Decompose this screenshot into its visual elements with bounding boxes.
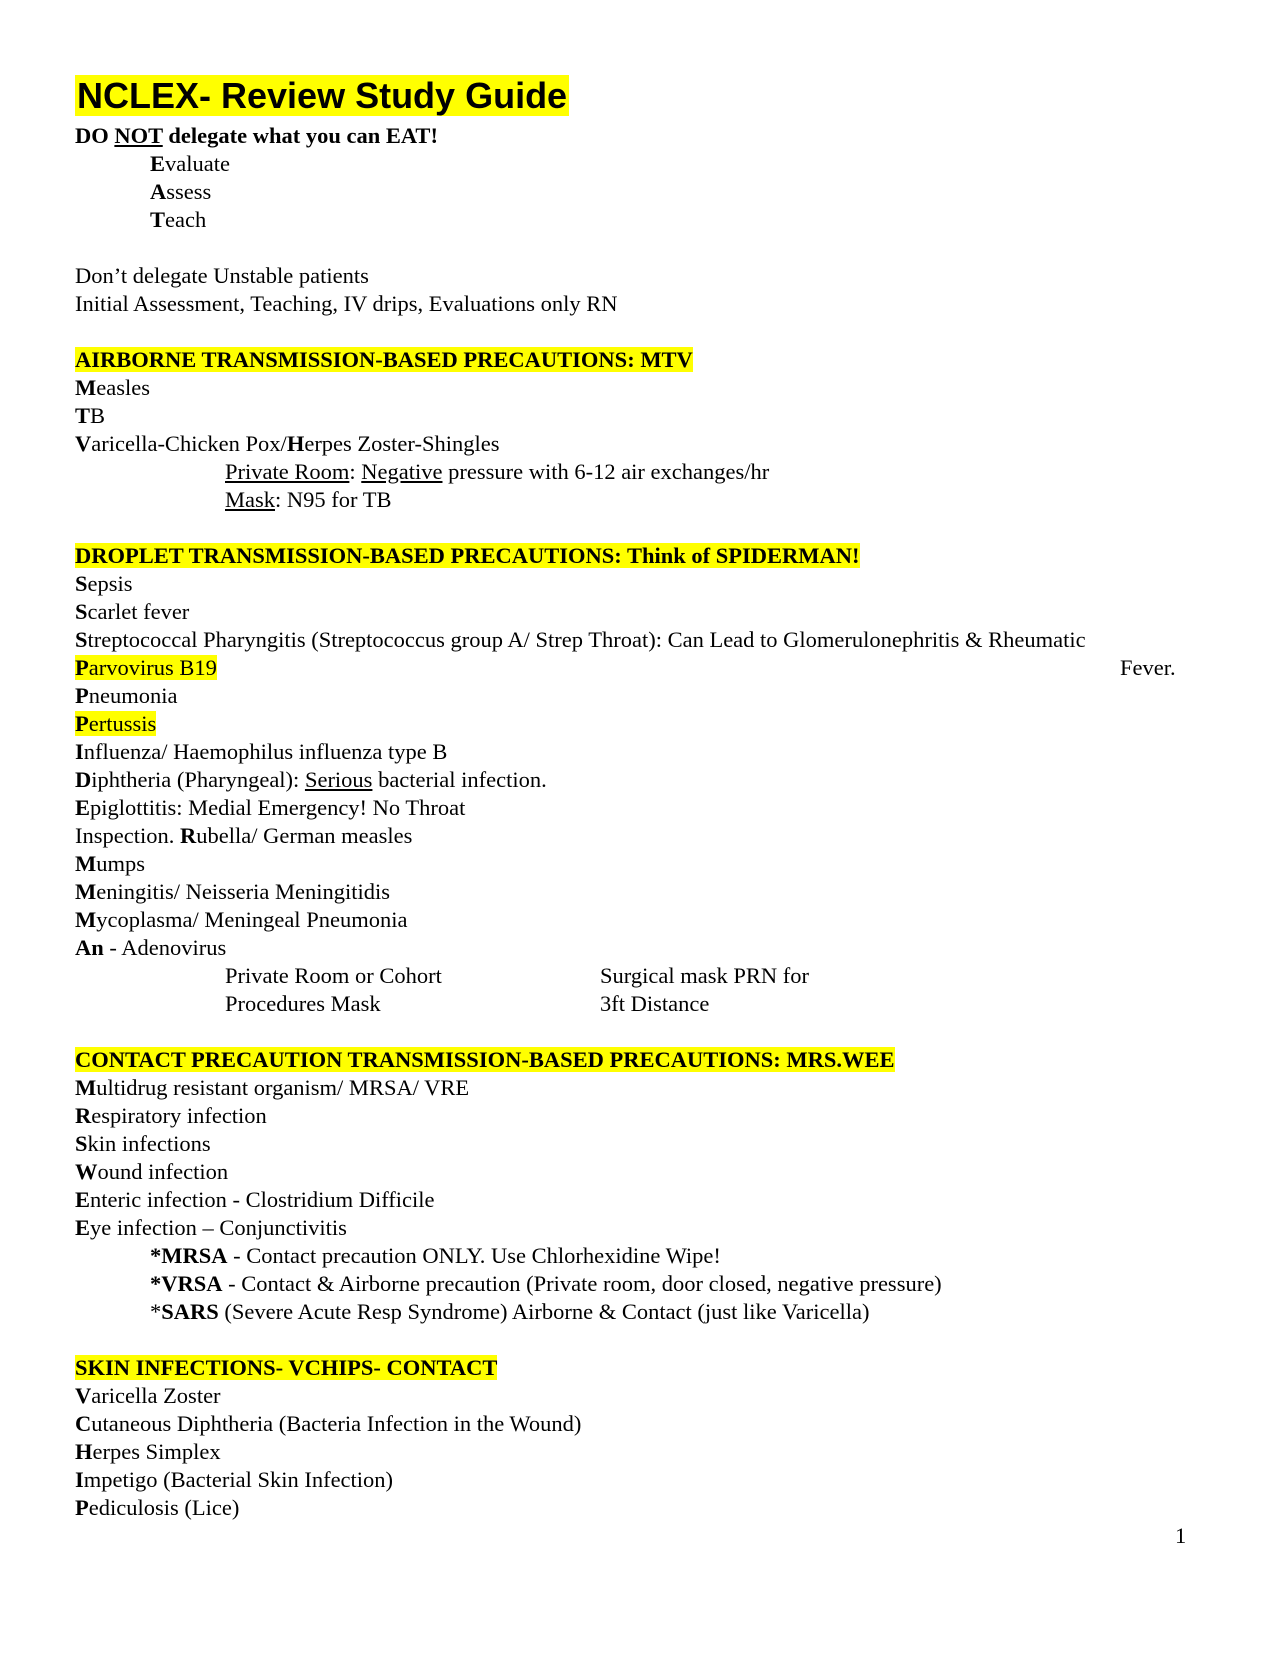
list-item: Respiratory infection: [75, 1103, 267, 1128]
list-item: An - Adenovirus: [75, 935, 227, 960]
droplet-note-col2: 3ft Distance: [600, 991, 710, 1016]
list-item: Mumps: [75, 851, 146, 876]
delegation-line: Don’t delegate Unstable patients: [75, 263, 369, 288]
list-item: Herpes Simplex: [75, 1439, 221, 1464]
list-item: Scarlet fever: [75, 599, 190, 624]
list-item: Eye infection – Conjunctivitis: [75, 1215, 347, 1240]
contact-header: CONTACT PRECAUTION TRANSMISSION-BASED PRECAUTIONS: MRS.WEE: [75, 1047, 895, 1072]
list-item: Inspection. Rubella/ German measles: [75, 823, 413, 848]
list-item: Enteric infection - Clostridium Difficile: [75, 1187, 435, 1212]
list-item: Skin infections: [75, 1131, 211, 1156]
eat-item: Assess: [150, 179, 212, 204]
title-text: NCLEX- Review Study Guide: [77, 75, 568, 116]
list-item: Influenza/ Haemophilus influenza type B: [75, 739, 448, 764]
list-item: Measles: [75, 375, 150, 400]
skin-header: SKIN INFECTIONS- VCHIPS- CONTACT: [75, 1355, 498, 1380]
list-item: Meningitis/ Neisseria Meningitidis: [75, 879, 390, 904]
list-item: Sepsis: [75, 571, 133, 596]
droplet-note-col1: Private Room or Cohort: [225, 963, 442, 988]
delegation-rule: DO NOT delegate what you can EAT!: [75, 123, 438, 148]
droplet-header: DROPLET TRANSMISSION-BASED PRECAUTIONS: Think of SPIDERMAN!: [75, 543, 860, 568]
list-item: Pneumonia: [75, 683, 178, 708]
page-title: [75, 74, 569, 118]
list-item: Impetigo (Bacterial Skin Infection): [75, 1467, 394, 1492]
droplet-note-col2: Surgical mask PRN for: [600, 963, 809, 988]
list-item: Streptococcal Pharyngitis (Streptococcus group A/ Strep Throat): Can Lead to Glomerulonephritis & Rheumatic: [75, 627, 1086, 652]
contact-note: *MRSA - Contact precaution ONLY. Use Chlorhexidine Wipe!: [150, 1243, 721, 1268]
list-item: Pediculosis (Lice): [75, 1495, 240, 1520]
contact-note: *VRSA - Contact & Airborne precaution (Private room, door closed, negative pressure): [150, 1271, 942, 1296]
list-item: Pertussis: [75, 711, 157, 736]
airborne-mask-note: Mask: N95 for TB: [225, 487, 392, 512]
eat-item: Evaluate: [150, 151, 230, 176]
page-number: 1: [1175, 1523, 1187, 1548]
airborne-room-note: Private Room: Negative pressure with 6-12 air exchanges/hr: [225, 459, 770, 484]
list-item: Varicella Zoster: [75, 1383, 221, 1408]
list-item: TB: [75, 403, 106, 428]
airborne-header: AIRBORNE TRANSMISSION-BASED PRECAUTIONS: MTV: [75, 347, 693, 372]
list-item: Parvovirus B19: [75, 655, 217, 680]
list-item: Multidrug resistant organism/ MRSA/ VRE: [75, 1075, 470, 1100]
droplet-note-col1: Procedures Mask: [225, 991, 381, 1016]
list-item: Epiglottitis: Medial Emergency! No Throat: [75, 795, 466, 820]
contact-note: *SARS (Severe Acute Resp Syndrome) Airborne & Contact (just like Varicella): [150, 1299, 870, 1324]
delegation-line: Initial Assessment, Teaching, IV drips, Evaluations only RN: [75, 291, 618, 316]
list-item: Mycoplasma/ Meningeal Pneumonia: [75, 907, 408, 932]
list-item: Varicella-Chicken Pox/Herpes Zoster-Shingles: [75, 431, 500, 456]
eat-item: Teach: [150, 207, 207, 232]
list-item: Wound infection: [75, 1159, 229, 1184]
list-item: Diphtheria (Pharyngeal): Serious bacterial infection.: [75, 767, 547, 792]
list-item: Cutaneous Diphtheria (Bacteria Infection in the Wound): [75, 1411, 582, 1436]
wrapped-text: Fever.: [1120, 655, 1176, 680]
